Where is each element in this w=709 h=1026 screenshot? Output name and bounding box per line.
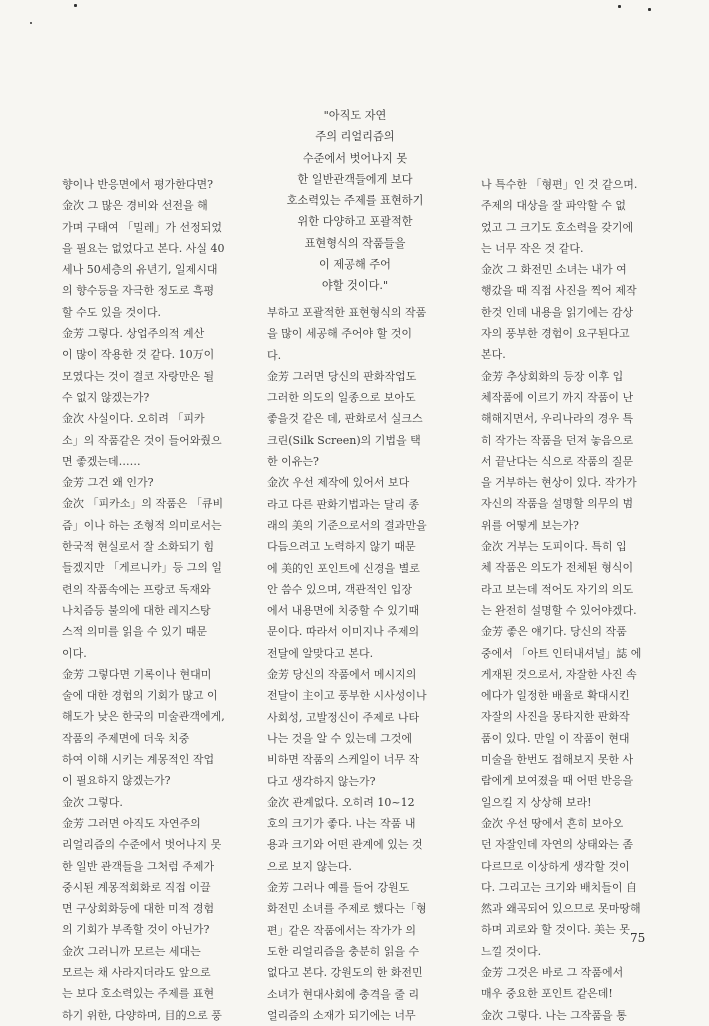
text-line: 으로 보지 않는다. [267, 859, 352, 873]
text-line: 는 너무 작은 것 같다. [481, 241, 584, 255]
text-line: 도한 리얼리즘을 충분히 읽을 수 [267, 944, 420, 958]
text-line: 체작품에 이르기 까지 작품이 난 [481, 390, 634, 404]
text-line: 행갔을 때 직접 사진을 찍어 제작 [481, 284, 637, 298]
text-line: 金芳 추상회화의 등장 이후 입 [481, 369, 624, 383]
text-line: 없다고 본다. 강원도의 한 화전민 [267, 966, 423, 980]
text-line: 金次 거부는 도피이다. 특히 입 [481, 540, 627, 554]
text-line: 金次 그 많은 경비와 선전을 해 [62, 199, 208, 213]
pull-quote-line: 이 제공해 주어 [319, 258, 391, 272]
text-line: 金次 우선 제작에 있어서 보다 [267, 476, 410, 490]
text-line: 라고 보는데 적어도 자기의 의도 [481, 582, 634, 596]
text-line: 게재된 것으로서, 자잘한 사진 속 [481, 667, 637, 681]
text-line: 한 일반 관객들을 그처럼 주제가 [62, 859, 215, 873]
pull-quote-line: 야할 것이다." [321, 279, 389, 293]
text-line: 들겠지만 「게르니카」등 그의 일 [62, 561, 223, 575]
text-line: 좋을것 같은 데, 판화로서 실크스 [267, 412, 423, 426]
text-column-left [62, 174, 244, 1026]
text-line: 然과 왜곡되어 있으므로 못마땅해 [481, 902, 641, 916]
pull-quote-line: 위한 다양하고 포괄적한 [297, 215, 413, 229]
text-line: 편」같은 작품에서는 작가가 의 [267, 923, 417, 937]
text-line: 金芳 그렇다면 기록이나 현대미 [62, 667, 212, 681]
text-line: 金芳 그것은 바로 그 작품에서 [481, 965, 624, 979]
text-line: 소녀가 현대사회에 충격을 줄 리 [267, 987, 420, 1001]
text-line: 다듬으려고 노력하지 않기 때문 [267, 540, 416, 554]
pull-quote [270, 105, 440, 297]
text-line: 모르는 채 사라지더라도 앞으로 [62, 965, 211, 979]
text-line: 라고 다른 판화기법과는 달리 종 [267, 497, 420, 511]
text-line: 던 자잘인데 자연의 상태와는 좀 [481, 838, 634, 852]
text-line: 金芳 그러나 예를 들어 강원도 [267, 881, 410, 895]
text-line: 한국적 현실로서 잘 소화되기 힘 [62, 540, 215, 554]
text-line: 위를 어떻게 보는가? [481, 518, 579, 532]
text-line: 을 거부하는 현상이 있다. 작가가 [481, 476, 637, 490]
text-line: 전달에 알맞다고 본다. [267, 646, 374, 660]
text-line: 화전민 소녀를 주제로 했다는「형 [267, 902, 427, 916]
text-line: 향이나 반응면에서 평가한다면? [62, 178, 214, 191]
text-line: 이 많이 작용한 것 같다. 10万이 [62, 348, 215, 362]
pull-quote-line: 주의 리얼리즘의 [315, 130, 395, 144]
text-line: 련의 작품속에는 프랑코 독재와 [62, 582, 211, 596]
text-line: 金芳 그건 왜 인가? [62, 476, 154, 490]
pull-quote-line: 한 일반관객들에게 보다 [297, 172, 413, 186]
text-line: 에서 내용면에 치중할 수 있기때 [267, 604, 420, 618]
scan-mark [74, 4, 77, 7]
text-line: 金次 그렇다. [62, 795, 123, 809]
text-line: 모였다는 것이 결코 자랑만은 될 [62, 369, 215, 383]
text-line: 체 작품은 의도가 전체된 형식이 [481, 561, 634, 575]
text-line: 즘」이나 하는 조형적 의미로서는 [62, 518, 222, 532]
text-line: 한 이유는? [267, 455, 319, 469]
text-line: 술에 대한 경험의 기회가 많고 이 [62, 689, 218, 703]
text-line: 그러한 의도의 일종으로 보아도 [267, 391, 416, 405]
text-line: 해해지면서, 우리나라의 경우 특 [481, 412, 634, 426]
text-line: 나 특수한 「형편」인 것 같으며. [481, 178, 638, 191]
text-line: 자의 풍부한 경험이 요구된다고 [481, 327, 630, 341]
text-line: 金次 그 화전민 소녀는 내가 여 [481, 263, 627, 277]
text-line: 용과 크기와 어떤 관계에 있는 것 [267, 838, 423, 852]
text-line: 본다. [481, 348, 506, 362]
text-line: 에 美的인 포인트에 신경을 별로 [267, 561, 420, 575]
text-line: 하기 위한, 다양하며, 目的으로 풍 [62, 1008, 222, 1022]
text-line: 한것 인데 내용을 읽기에는 감상 [481, 305, 634, 319]
text-line: 람에게 보여졌을 때 어떤 반응을 [481, 774, 634, 788]
text-line: 나치즘등 불의에 대한 레지스탕 [62, 603, 211, 617]
pull-quote-line: "아직도 자연 [323, 109, 387, 122]
text-line: 미술을 한번도 접해보지 못한 사 [481, 753, 634, 767]
text-line: 金芳 그렇다. 상업주의적 계산 [62, 327, 205, 341]
pull-quote-line: 수준에서 벗어나지 못 [302, 151, 408, 165]
scan-mark [648, 8, 651, 11]
text-line: 金次 그러니까 모르는 세대는 [62, 944, 201, 958]
page-number: 75 [630, 931, 646, 945]
text-line: 金次 사실이다. 오히려 「피카 [62, 412, 205, 426]
text-line: 리얼리즘의 수준에서 벗어나지 못 [62, 838, 222, 852]
text-line: 크린(Silk Screen)의 기법을 택 [267, 433, 421, 447]
text-line: 문이다. 따라서 이미지나 주제의 [267, 625, 420, 639]
text-line: 나는 것을 알 수 있는데 그것에 [267, 731, 412, 745]
text-line: 었고 그 크기도 호소력을 갖기에 [481, 220, 634, 234]
text-line: 이다. [62, 646, 87, 660]
text-line: 하며 괴로와 할 것이다. 美는 못 [481, 923, 630, 937]
text-line: 세나 50세층의 유년기, 일제시대 [62, 263, 218, 277]
text-line: 품이 있다. 만일 이 작품이 현대 [481, 731, 630, 745]
text-line: 스적 의미를 읽을 수 있기 때문 [62, 625, 207, 639]
text-line: 金芳 그러면 당신의 판화작업도 [267, 369, 417, 383]
text-line: 느낄 것이다. [481, 944, 542, 958]
text-line: 자잘의 사진을 몽타지한 판화작 [481, 710, 630, 724]
text-line: 소」의 작품같은 것이 들어와줬으 [62, 433, 222, 447]
text-line: 주제의 대상을 잘 파악할 수 없 [481, 199, 626, 213]
text-line: 면 구상회화등에 대한 미적 경험 [62, 902, 215, 916]
text-line: 金次 우선 땅에서 흔히 보아오 [481, 816, 624, 830]
text-column-middle [267, 302, 460, 1026]
text-line: 서 끝난다는 식으로 작품의 질문 [481, 454, 634, 468]
text-line: 을 많이 세공해 주어야 할 것이 [267, 327, 412, 341]
text-line: 는 완전히 설명할 수 있어야겠다. [481, 603, 637, 617]
text-line: 하여 이해 시키는 계몽적인 작업 [62, 753, 215, 767]
text-line: 사회성, 고발정신이 주제로 나타 [267, 710, 420, 724]
text-line: 비하면 작품의 스케일이 너무 작 [267, 753, 420, 767]
text-line: 의 향수등을 자극한 정도로 흑평 [62, 284, 215, 298]
text-line: 면 좋겠는데…… [62, 454, 141, 468]
text-line: 다고 생각하지 않는가? [267, 774, 376, 788]
text-line: 히 작가는 작품을 던져 놓음으로 [481, 433, 634, 447]
text-line: 안 씀수 있으며, 객관적인 입장 [267, 582, 412, 596]
text-line: 金次 관계없다. 오히려 10~12 [267, 795, 415, 809]
scan-mark [30, 22, 32, 24]
text-line: 다. 그리고는 크기와 배치들이 自 [481, 880, 637, 894]
text-line: 작품의 주제면에 더욱 치중 [62, 731, 190, 745]
text-line: 호의 크기가 좋다. 나는 작품 내 [267, 817, 416, 831]
pull-quote-line: 표현형식의 작품들을 [304, 236, 406, 250]
text-line: 金次 「피카소」의 작품은 「큐비 [62, 497, 224, 511]
text-line: 중시된 계몽적회화로 직접 이끌 [62, 880, 211, 894]
text-line: 金芳 그러면 아직도 자연주의 [62, 816, 201, 830]
text-line: 해도가 낮은 한국의 미술관객에게, [62, 710, 225, 724]
text-column-right [481, 174, 665, 1026]
text-line: 할 수도 있을 것이다. [62, 305, 161, 319]
text-line: 金芳 좋은 얘기다. 당신의 작품 [481, 625, 627, 639]
text-line: 의 기회가 부족할 것이 아닌가? [62, 923, 210, 937]
text-line: 전달이 主이고 풍부한 시사성이나 [267, 689, 427, 703]
text-line: 이 필요하지 않겠는가? [62, 774, 171, 788]
text-line: 다르므로 이상하게 생각할 것이 [481, 859, 630, 873]
text-line: 에다가 일정한 배율로 확대시킨 [481, 689, 630, 703]
pull-quote-line: 호소력있는 주제를 표현하기 [286, 194, 424, 208]
text-line: 래의 美의 기준으로서의 결과만을 [267, 518, 427, 532]
text-line: 부하고 포괄적한 표현형식의 작품 [267, 306, 427, 319]
text-line: 매우 중요한 포인트 같은데! [481, 987, 613, 1001]
text-line: 일으킬 지 상상해 보라! [481, 795, 592, 809]
text-line: 金芳 당신의 작품에서 메시지의 [267, 668, 417, 682]
text-line: 는 보다 호소력있는 주제를 표현 [62, 987, 215, 1001]
text-line: 가며 구태여 「밀레」가 선정되었 [62, 220, 223, 234]
text-line: 얼리즘의 소재가 되기에는 너무 [267, 1008, 416, 1022]
scan-mark [618, 5, 621, 8]
text-line: 을 필요는 없었다고 본다. 사실 40 [62, 241, 225, 255]
text-line: 金次 그렇다. 나는 그작품을 통 [481, 1008, 627, 1022]
text-line: 중에서 「아트 인터내셔널」誌 에 [481, 646, 642, 660]
text-line: 다. [267, 348, 282, 362]
text-line: 수 없지 않겠는가? [62, 390, 150, 404]
text-line: 자신의 작품을 설명할 의무의 범 [481, 497, 634, 511]
